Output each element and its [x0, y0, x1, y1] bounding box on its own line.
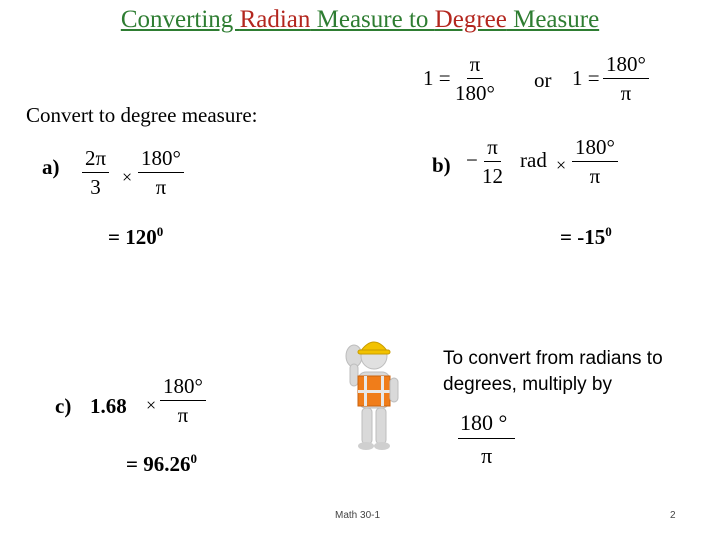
- problem-b-sign: −: [466, 148, 478, 172]
- identity-or: or: [534, 68, 552, 92]
- right-foot: [374, 442, 390, 450]
- problem-a-result-degree: 0: [156, 224, 164, 239]
- problem-c-times: ×: [146, 395, 157, 415]
- problem-b-numerator: π: [484, 137, 501, 162]
- identity-right-numerator: 180°: [603, 54, 649, 79]
- instruction-text: Convert to degree measure:: [26, 103, 258, 127]
- identity-left-one: 1 =: [423, 66, 451, 90]
- footer-page-number: 2: [670, 510, 676, 521]
- problem-b-factor-fraction: [572, 137, 618, 187]
- problem-b-result-degree: 0: [605, 224, 612, 239]
- problem-a-value-fraction: [82, 148, 109, 198]
- problem-c-result: [126, 451, 197, 477]
- problem-c-value: 1.68: [90, 394, 127, 418]
- problem-a-numerator: 2π: [82, 148, 109, 173]
- note-factor-numerator: 180 °: [458, 412, 515, 439]
- left-leg: [362, 408, 372, 444]
- title-word-degree: Degree: [434, 6, 507, 33]
- title-part-1: Converting: [120, 6, 240, 33]
- problem-c-result-value: = 96.26: [126, 452, 191, 476]
- problem-b-unit: rad: [520, 148, 547, 172]
- footer-course: Math 30-1: [335, 510, 381, 521]
- problem-c-factor-fraction: [160, 376, 206, 426]
- identity-left-denominator: 180°: [455, 81, 495, 105]
- problem-c-factor-denominator: π: [177, 403, 189, 427]
- identity-right-denominator: π: [620, 81, 632, 105]
- title-word-radian: Radian: [239, 6, 311, 33]
- title-part-3: Measure: [506, 6, 600, 33]
- construction-worker-figure: [308, 330, 438, 460]
- identity-left-fraction: [455, 54, 495, 104]
- vest-stripe-left: [364, 376, 367, 406]
- problem-a-factor-numerator: 180°: [138, 148, 184, 173]
- problem-b-denominator: 12: [482, 164, 503, 188]
- problem-b-result-value: = -15: [560, 225, 606, 249]
- identity-left-numerator: π: [467, 54, 484, 79]
- problem-a-result-value: = 120: [108, 225, 157, 249]
- problem-b-factor-numerator: 180°: [572, 137, 618, 162]
- problem-b-result: [560, 224, 612, 250]
- problem-c-factor-numerator: 180°: [160, 376, 206, 401]
- identity-right-one: 1 =: [572, 66, 600, 90]
- right-leg: [376, 408, 386, 444]
- problem-c-label: c): [55, 394, 72, 418]
- problem-a-times: ×: [122, 167, 133, 187]
- hard-hat-brim: [358, 350, 390, 354]
- title-part-2: Measure to: [310, 6, 435, 33]
- vest-stripe-right: [381, 376, 384, 406]
- left-foot: [358, 442, 374, 450]
- raised-arm: [350, 364, 358, 386]
- problem-a-denominator: 3: [90, 175, 101, 199]
- problem-a-factor-fraction: [138, 148, 184, 198]
- problem-b-factor-denominator: π: [589, 164, 601, 188]
- problem-b-times: ×: [556, 155, 567, 175]
- note-factor-denominator: π: [481, 443, 493, 468]
- problem-b-value-fraction: [482, 137, 503, 187]
- problem-a-label: a): [42, 155, 60, 179]
- identity-right-fraction: [603, 54, 649, 104]
- problem-b-label: b): [432, 153, 451, 177]
- lower-arm: [390, 378, 398, 402]
- vest-stripe-horizontal: [358, 390, 390, 393]
- problem-c-result-degree: 0: [190, 451, 197, 466]
- problem-a-factor-denominator: π: [155, 175, 167, 199]
- page-title: [0, 6, 720, 34]
- problem-a-result: [108, 224, 163, 250]
- note-factor-fraction: [458, 412, 515, 467]
- conversion-note: To convert from radians to degrees, multiply by: [443, 348, 663, 395]
